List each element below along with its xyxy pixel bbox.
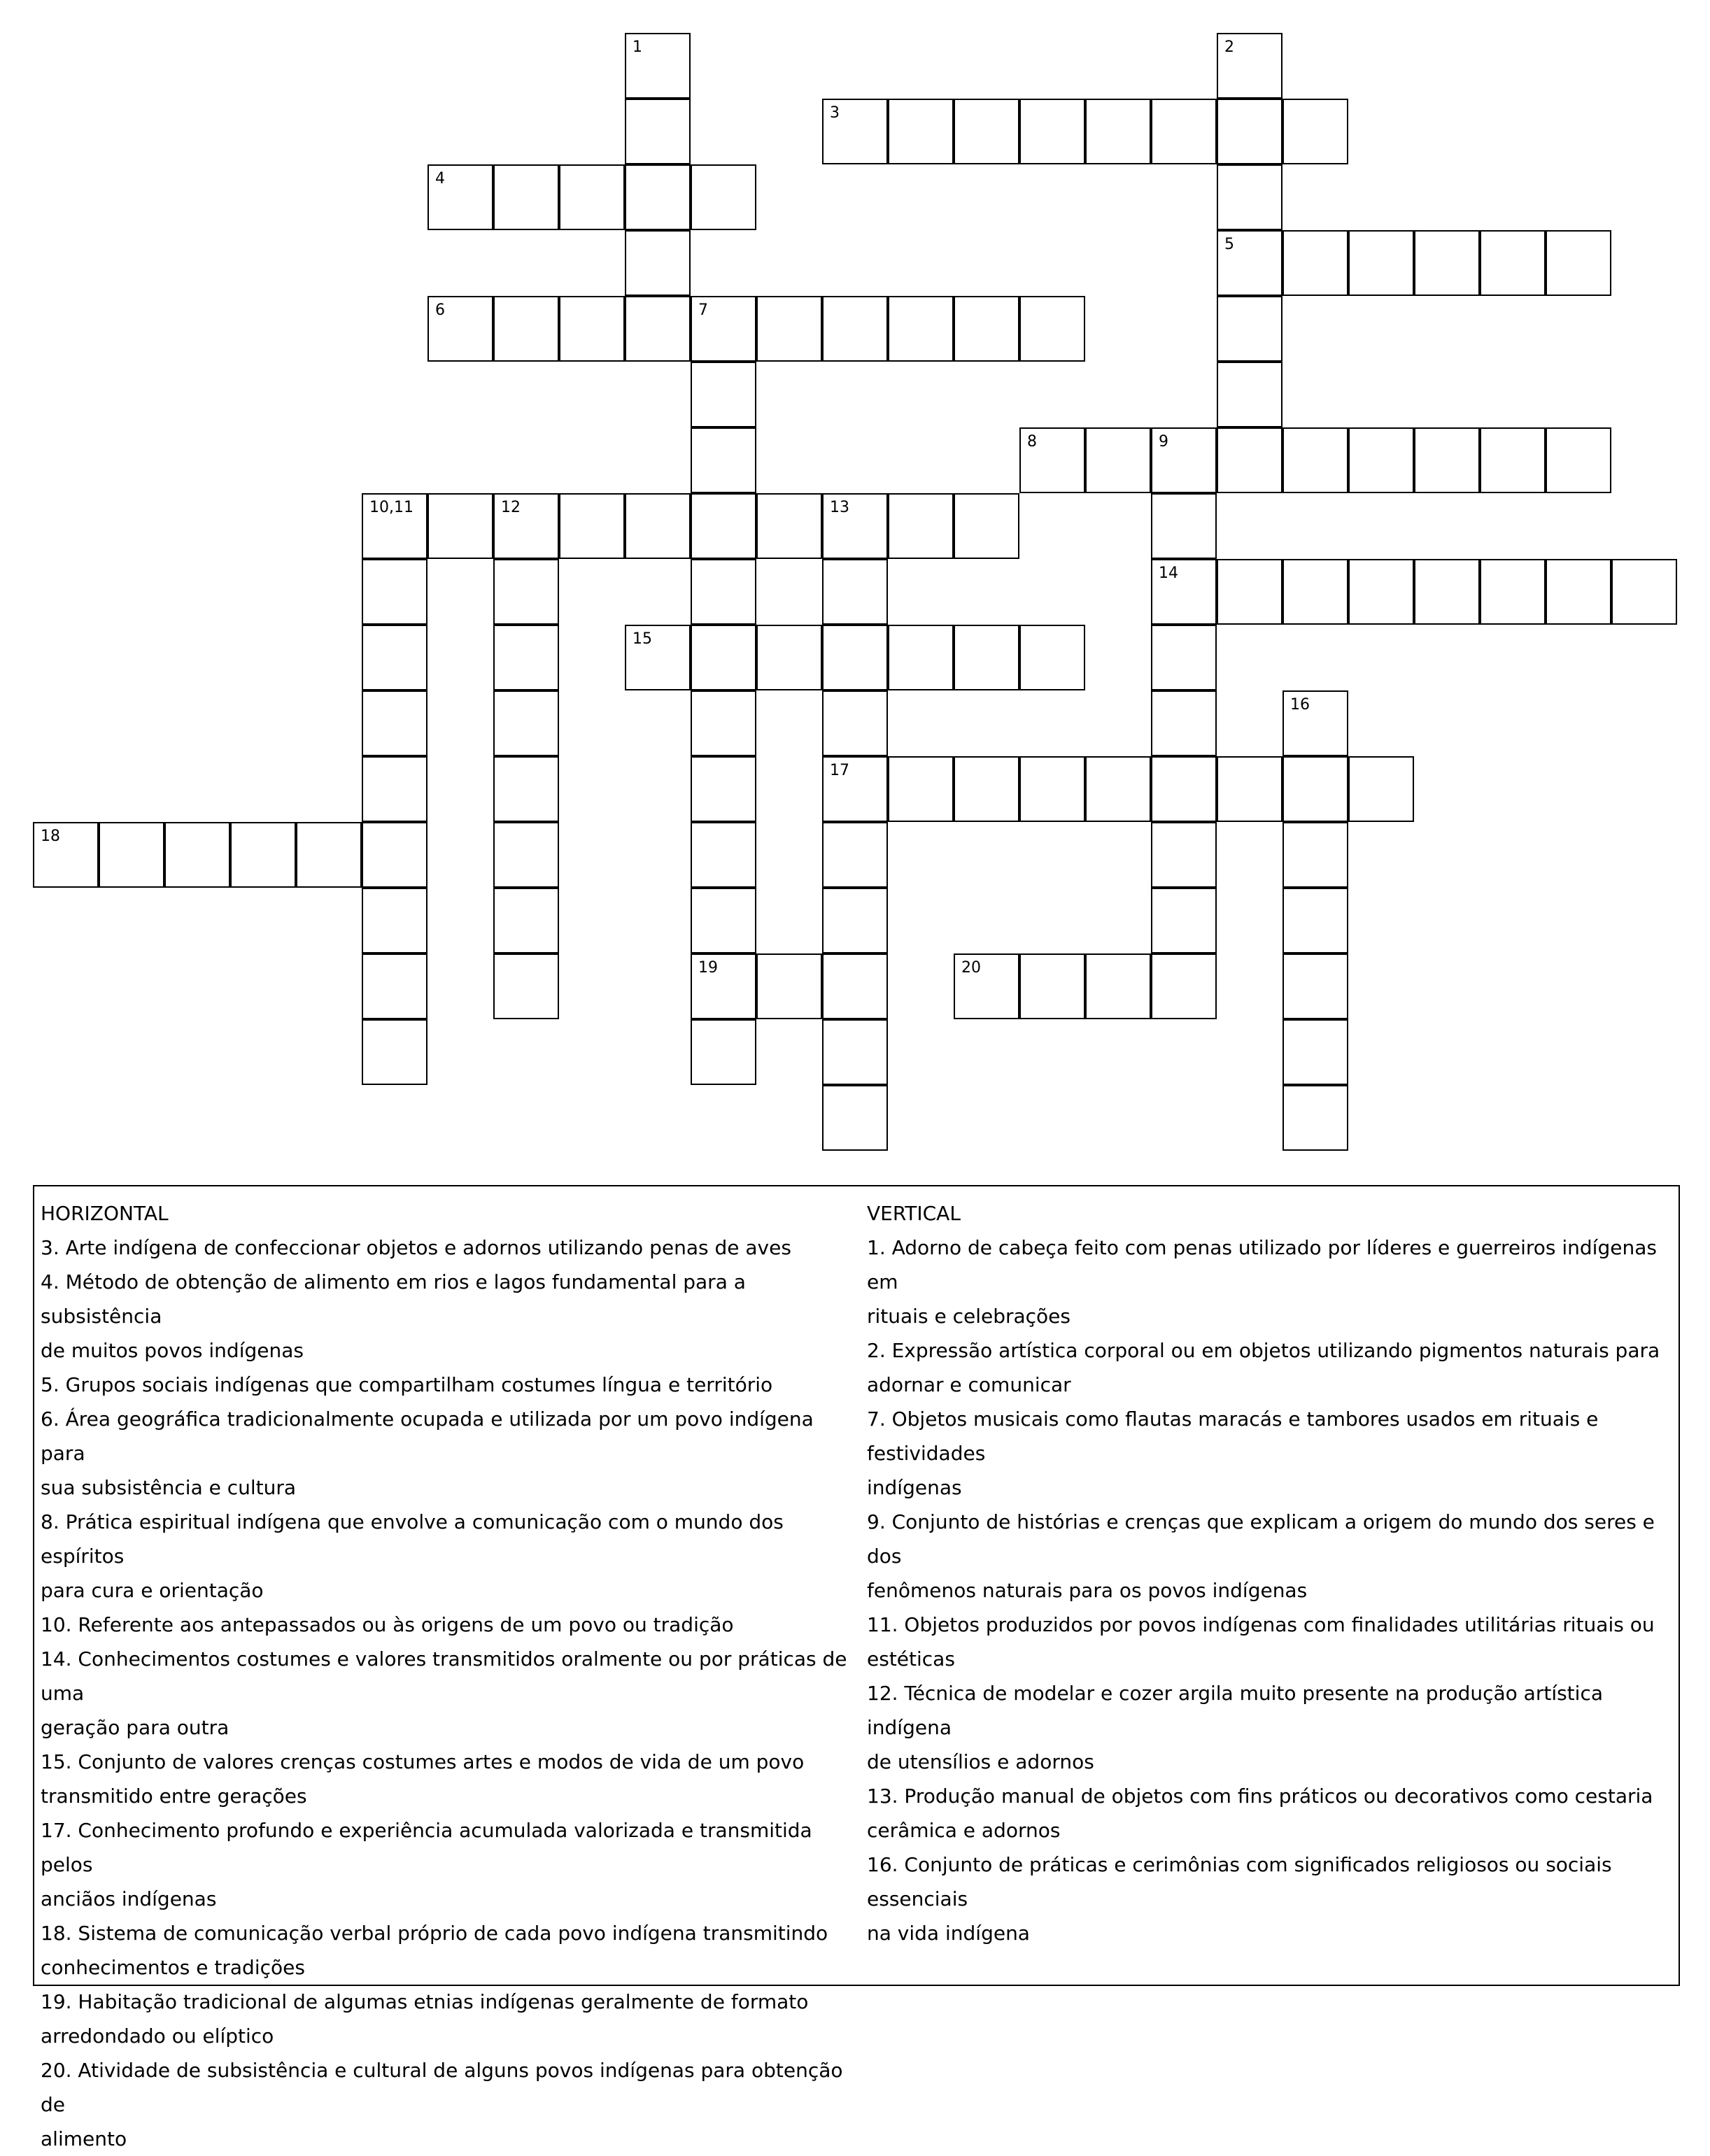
crossword-cell[interactable] [1151,690,1217,756]
across-clue-line: transmitido entre gerações [41,1785,307,1808]
down-clue-line: 7. Objetos musicais como flautas maracás e tambores usados em rituais e festividades [867,1407,1599,1465]
crossword-cell[interactable] [559,164,625,230]
across-clue-line: 18. Sistema de comunicação verbal próprio de cada povo indígena transmitindo [41,1922,828,1945]
clue-number: 14 [1159,565,1178,582]
crossword-cell[interactable] [691,559,756,625]
clue-number: 10,11 [369,499,414,516]
crossword-cell[interactable] [1348,427,1414,493]
crossword-cell[interactable] [625,164,691,230]
crossword-cell[interactable] [493,822,559,888]
down-clue-line: 9. Conjunto de histórias e crenças que explicam a origem do mundo dos seres e dos [867,1510,1655,1568]
crossword-cell[interactable] [1480,559,1546,625]
crossword-cell[interactable] [493,164,559,230]
crossword-cell[interactable] [1217,296,1282,362]
across-clue-line: geração para outra [41,1716,229,1739]
crossword-cell[interactable] [1282,230,1348,296]
clue-number: 18 [41,828,60,845]
clue-number: 4 [435,170,445,187]
crossword-cell[interactable] [1282,953,1348,1019]
down-clue-line: estéticas [867,1647,955,1671]
crossword-cell[interactable] [1546,230,1611,296]
crossword-cell[interactable] [822,1019,888,1085]
crossword-cell[interactable] [1217,756,1282,822]
crossword-cell[interactable] [625,33,691,99]
crossword-cell[interactable] [822,296,888,362]
across-clue-line: para cura e orientação [41,1579,264,1602]
crossword-cell[interactable] [1546,559,1611,625]
crossword-cell[interactable] [1282,1085,1348,1151]
crossword-cell[interactable] [691,164,756,230]
crossword-cell[interactable] [822,99,888,164]
crossword-cell[interactable] [691,427,756,493]
clue-number: 2 [1224,38,1234,56]
crossword-cell[interactable] [1282,99,1348,164]
crossword-cell[interactable] [1282,822,1348,888]
crossword-cell[interactable] [691,296,756,362]
across-clue-line: 6. Área geográfica tradicionalmente ocupada e utilizada por um povo indígena para [41,1407,814,1465]
across-clue-line: 8. Prática espiritual indígena que envolve a comunicação com o mundo dos espíritos [41,1510,784,1568]
clue-number: 6 [435,302,445,319]
crossword-cell[interactable] [362,1019,428,1085]
crossword-cell[interactable] [691,1019,756,1085]
across-clue-line: alimento [41,2127,127,2150]
crossword-cell[interactable] [362,625,428,690]
crossword-cell[interactable] [1151,559,1217,625]
crossword-cell[interactable] [625,625,691,690]
crossword-cell[interactable] [888,296,954,362]
crossword-cell[interactable] [691,493,756,559]
clue-number: 1 [633,38,642,56]
crossword-cell[interactable] [428,493,493,559]
crossword-cell[interactable] [1151,756,1217,822]
crossword-cell[interactable] [493,493,559,559]
crossword-cell[interactable] [493,690,559,756]
crossword-cell[interactable] [1217,230,1282,296]
crossword-cell[interactable] [1611,559,1677,625]
crossword-cell[interactable] [1151,822,1217,888]
across-clue-line: 20. Atividade de subsistência e cultural de alguns povos indígenas para obtenção de [41,2059,843,2116]
crossword-cell[interactable] [756,296,822,362]
crossword-cell[interactable] [1282,690,1348,756]
crossword-cell[interactable] [1217,33,1282,99]
crossword-cell[interactable] [1546,427,1611,493]
crossword-cell[interactable] [362,888,428,953]
crossword-cell[interactable] [1348,559,1414,625]
crossword-cell[interactable] [625,99,691,164]
crossword-cell[interactable] [1480,427,1546,493]
across-clue-line: anciãos indígenas [41,1887,217,1910]
crossword-cell[interactable] [888,756,954,822]
crossword-cell[interactable] [1151,427,1217,493]
crossword-cell[interactable] [493,625,559,690]
crossword-cell[interactable] [625,230,691,296]
across-clue-line: 3. Arte indígena de confeccionar objetos e adornos utilizando penas de aves [41,1236,791,1259]
crossword-cell[interactable] [1282,888,1348,953]
crossword-cell[interactable] [99,822,164,888]
across-clue-line: 15. Conjunto de valores crenças costumes artes e modos de vida de um povo [41,1750,805,1773]
clue-number: 16 [1290,696,1310,714]
crossword-cell[interactable] [1151,493,1217,559]
crossword-cell[interactable] [164,822,230,888]
crossword-cell[interactable] [756,625,822,690]
down-clue-line: 16. Conjunto de práticas e cerimônias com significados religiosos ou sociais essenciais [867,1853,1612,1910]
crossword-cell[interactable] [1282,756,1348,822]
crossword-cell[interactable] [756,953,822,1019]
crossword-cell[interactable] [493,756,559,822]
across-clue-line: 5. Grupos sociais indígenas que compartilham costumes língua e território [41,1373,773,1396]
crossword-cell[interactable] [625,493,691,559]
crossword-cell[interactable] [691,888,756,953]
crossword-cell[interactable] [230,822,296,888]
crossword-cell[interactable] [1217,427,1282,493]
crossword-cell[interactable] [1019,296,1085,362]
crossword-cell[interactable] [428,296,493,362]
across-clue-line: 10. Referente aos antepassados ou às origens de um povo ou tradição [41,1613,734,1636]
crossword-cell[interactable] [691,690,756,756]
crossword-cell[interactable] [954,99,1019,164]
crossword-cell[interactable] [1480,230,1546,296]
crossword-cell[interactable] [428,164,493,230]
clue-number: 15 [633,630,652,648]
crossword-cell[interactable] [691,822,756,888]
crossword-cell[interactable] [691,953,756,1019]
across-heading: HORIZONTAL [41,1202,169,1225]
clue-number: 13 [830,499,849,516]
crossword-cell[interactable] [1019,953,1085,1019]
across-clue-line: 4. Método de obtenção de alimento em rios e lagos fundamental para a subsistência [41,1270,746,1328]
crossword-cell[interactable] [756,493,822,559]
crossword-cell[interactable] [822,493,888,559]
crossword-cell[interactable] [362,559,428,625]
crossword-cell[interactable] [1282,559,1348,625]
crossword-cell[interactable] [362,690,428,756]
crossword-cell[interactable] [625,296,691,362]
clue-number: 20 [961,959,981,977]
down-clue-line: cerâmica e adornos [867,1819,1061,1842]
crossword-cell[interactable] [888,493,954,559]
crossword-cell[interactable] [1019,99,1085,164]
across-clue-line: de muitos povos indígenas [41,1339,304,1362]
crossword-cell[interactable] [493,559,559,625]
crossword-cell[interactable] [362,822,428,888]
crossword-cell[interactable] [822,690,888,756]
down-clue-line: de utensílios e adornos [867,1750,1094,1773]
crossword-cell[interactable] [1217,164,1282,230]
down-clue-line: adornar e comunicar [867,1373,1071,1396]
crossword-cell[interactable] [362,756,428,822]
crossword-cell[interactable] [1019,625,1085,690]
crossword-cell[interactable] [822,625,888,690]
crossword-cell[interactable] [33,822,99,888]
crossword-cell[interactable] [888,625,954,690]
crossword-cell[interactable] [1151,99,1217,164]
crossword-cell[interactable] [1085,427,1151,493]
crossword-cell[interactable] [493,296,559,362]
across-clue-line: conhecimentos e tradições [41,1956,305,1979]
crossword-cell[interactable] [1282,1019,1348,1085]
crossword-cell[interactable] [1414,427,1480,493]
crossword-cell[interactable] [1151,953,1217,1019]
down-clue-line: 11. Objetos produzidos por povos indígenas com finalidades utilitárias rituais ou [867,1613,1655,1636]
clue-number: 7 [698,302,708,319]
crossword-cell[interactable] [1348,230,1414,296]
crossword-cell[interactable] [822,756,888,822]
crossword-cell[interactable] [822,1085,888,1151]
crossword-cell[interactable] [362,493,428,559]
clues-box [33,1185,1680,2150]
crossword-cell[interactable] [559,493,625,559]
crossword-cell[interactable] [493,953,559,1019]
crossword-cell[interactable] [954,296,1019,362]
across-clue-line: sua subsistência e cultura [41,1476,297,1499]
down-clues-column [867,1196,1672,1950]
crossword-cell[interactable] [1085,99,1151,164]
crossword-cell[interactable] [1085,756,1151,822]
clue-number: 5 [1224,236,1234,253]
across-clues-column [41,1196,852,2156]
crossword-cell[interactable] [559,296,625,362]
down-clue-line: na vida indígena [867,1922,1030,1945]
crossword-cell[interactable] [1019,427,1085,493]
crossword-cell[interactable] [822,888,888,953]
crossword-cell[interactable] [888,99,954,164]
crossword-cell[interactable] [954,756,1019,822]
down-clue-line: 13. Produção manual de objetos com fins práticos ou decorativos como cestaria [867,1785,1653,1808]
crossword-cell[interactable] [822,822,888,888]
clue-number: 17 [830,762,849,779]
clue-number: 9 [1159,433,1168,451]
across-clue-line: 19. Habitação tradicional de algumas etnias indígenas geralmente de formato [41,1990,809,2013]
down-clue-line: indígenas [867,1476,962,1499]
crossword-cell[interactable] [1151,625,1217,690]
crossword-cell[interactable] [691,362,756,427]
down-clue-line: fenômenos naturais para os povos indígenas [867,1579,1308,1602]
crossword-cell[interactable] [1085,953,1151,1019]
crossword-cell[interactable] [1217,559,1282,625]
crossword-cell[interactable] [954,625,1019,690]
clue-number: 3 [830,104,840,122]
crossword-cell[interactable] [1217,99,1282,164]
down-clue-line: 1. Adorno de cabeça feito com penas utilizado por líderes e guerreiros indígenas em [867,1236,1657,1293]
crossword-cell[interactable] [362,953,428,1019]
crossword-cell[interactable] [1217,362,1282,427]
crossword-cell[interactable] [822,559,888,625]
down-clue-line: 2. Expressão artística corporal ou em objetos utilizando pigmentos naturais para [867,1339,1660,1362]
down-heading: VERTICAL [867,1202,961,1225]
crossword-cell[interactable] [1282,427,1348,493]
down-clue-line: rituais e celebrações [867,1305,1070,1328]
crossword-cell[interactable] [1414,230,1480,296]
crossword-cell[interactable] [493,888,559,953]
crossword-cell[interactable] [1019,756,1085,822]
crossword-cell[interactable] [1348,756,1414,822]
crossword-cell[interactable] [691,756,756,822]
across-clue-line: arredondado ou elíptico [41,2024,274,2048]
clue-number: 12 [501,499,521,516]
crossword-cell[interactable] [822,953,888,1019]
crossword-cell[interactable] [1151,888,1217,953]
across-clue-line: 14. Conhecimentos costumes e valores transmitidos oralmente ou por práticas de uma [41,1647,847,1705]
clue-number: 8 [1027,433,1037,451]
crossword-cell[interactable] [1414,559,1480,625]
crossword-cell[interactable] [691,625,756,690]
across-clue-line: 17. Conhecimento profundo e experiência acumulada valorizada e transmitida pelos [41,1819,812,1876]
down-clue-line: 12. Técnica de modelar e cozer argila muito presente na produção artística indígena [867,1682,1603,1739]
clue-number: 19 [698,959,718,977]
crossword-cell[interactable] [954,493,1019,559]
crossword-cell[interactable] [296,822,362,888]
crossword-cell[interactable] [954,953,1019,1019]
